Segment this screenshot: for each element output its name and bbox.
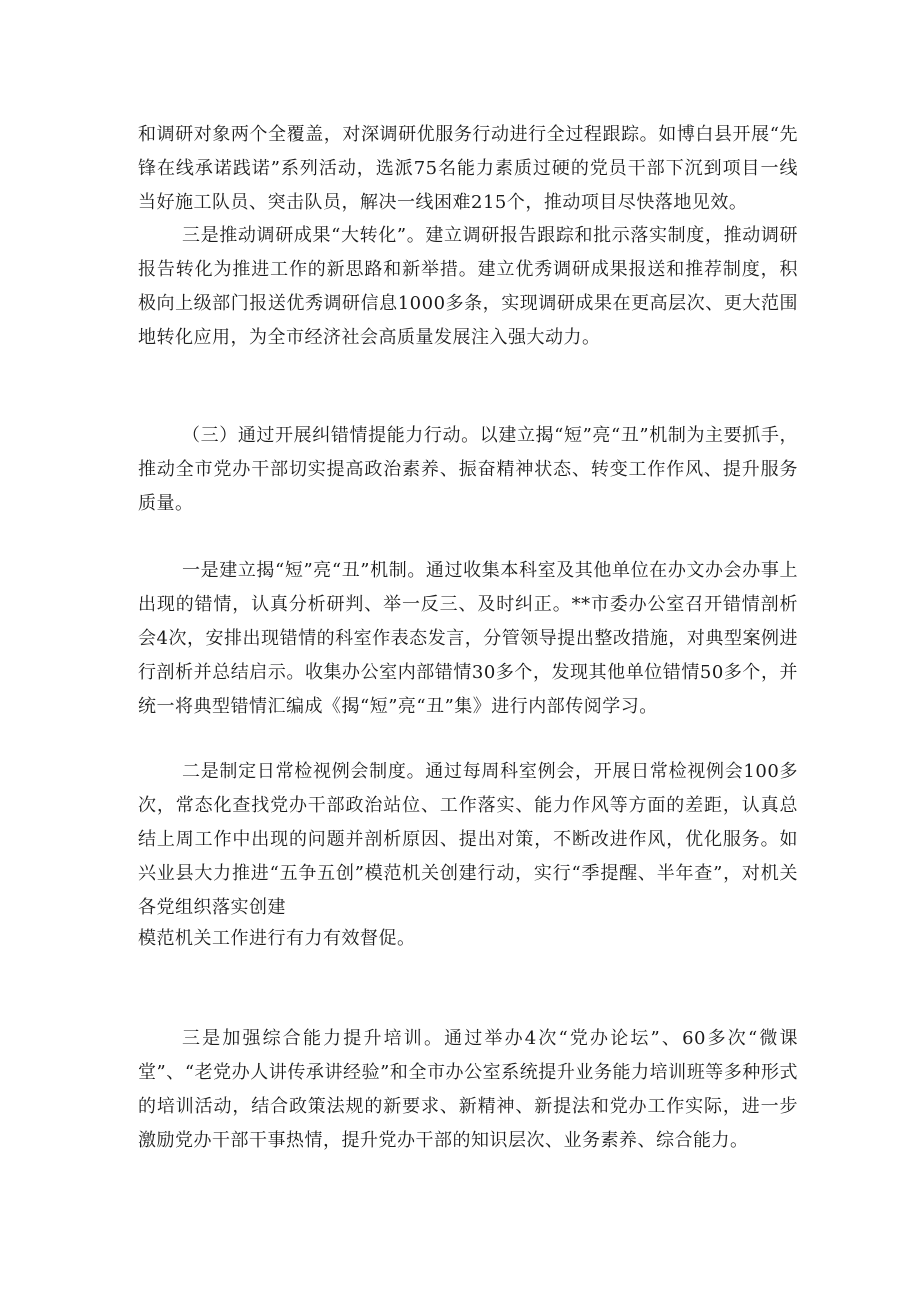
paragraph-error-mechanism: 一是建立揭“短”亮“丑”机制。通过收集本科室及其他单位在办文办会办事上出现的错情，认真分析研判、举一反三、及时纠正。**市委办公室召开错情剖析会4次，安排出现错情的科室作表态发言，分管领导提出整改措施，对典型案例进行剖析并总结启示。收集办公室内部错情30多个，发现其他单位错情50多个，并统一将典型错情汇编成《揭“短”亮“丑”集》进行内部传阅学习。: [138, 560, 798, 717]
paragraph-research-coverage: 和调研对象两个全覆盖，对深调研优服务行动进行全过程跟踪。如博白县开展“先锋在线承诺践诺”系列活动，选派75名能力素质过硬的党员干部下沉到项目一线当好施工队员、突击队员，解决一线困难215个，推动项目尽快落地见效。: [138, 124, 798, 213]
paragraph-supervision: 模范机关工作进行有力有效督促。: [138, 928, 416, 949]
section-heading-error-correction: （三）通过开展纠错情提能力行动。以建立揭“短”亮“丑”机制为主要抓手，推动全市党办干部切实提高政治素养、振奋精神状态、转变工作作风、提升服务质量。: [138, 425, 798, 514]
paragraph-training: 三是加强综合能力提升培训。通过举办4次“党办论坛”、60多次“微课堂”、“老党办人讲传承讲经验”和全市办公室系统提升业务能力培训班等多种形式的培训活动，结合政策法规的新要求、新精神、新提法和党办工作实际，进一步激励党办干部干事热情，提升党办干部的知识层次、业务素养、综合能力。: [138, 1028, 798, 1151]
paragraph-research-results: 三是推动调研成果“大转化”。建立调研报告跟踪和批示落实制度，推动调研报告转化为推进工作的新思路和新举措。建立优秀调研成果报送和推荐制度，积极向上级部门报送优秀调研信息1000多条，实现调研成果在更高层次、更大范围地转化应用，为全市经济社会高质量发展注入强大动力。: [138, 225, 798, 348]
paragraph-review-meetings: 二是制定日常检视例会制度。通过每周科室例会，开展日常检视例会100多次，常态化查找党办干部政治站位、工作落实、能力作风等方面的差距，认真总结上周工作中出现的问题并剖析原因、提出对策，不断改进作风，优化服务。如兴业县大力推进“五争五创”模范机关创建行动，实行“季提醒、半年查”，对机关各党组织落实创建: [138, 761, 798, 918]
